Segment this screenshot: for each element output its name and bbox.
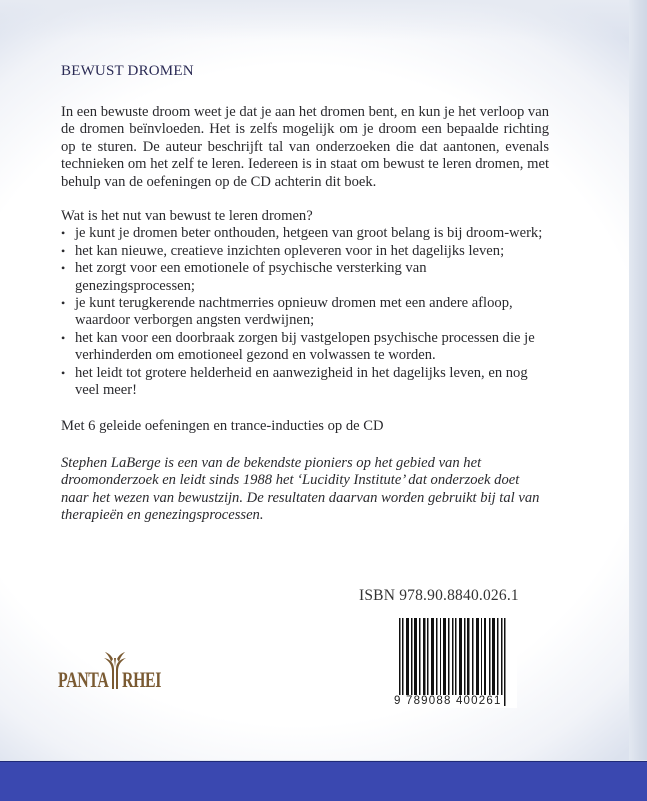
benefit-text: het zorgt voor een emotionele of psychische versterking van genezingsprocessen; <box>75 260 427 294</box>
bullet-icon: • <box>61 226 66 241</box>
benefit-text: het kan voor een doorbraak zorgen bij vastgelopen psychische processen die je verhinderden om emotioneel gezond en volwassen te worden. <box>75 329 535 364</box>
bullet-icon: • <box>61 330 66 345</box>
book-title: BEWUST DROMEN <box>61 63 194 79</box>
benefit-text: je kunt terugkerende nachtmerries opnieuw dromen met een andere afloop, waardoor verborgen angsten verdwijnen; <box>75 295 513 329</box>
list-item <box>61 365 549 400</box>
bullet-icon: • <box>61 243 66 258</box>
list-item <box>61 225 549 242</box>
list-item <box>61 260 549 295</box>
benefit-text: het kan nieuwe, creatieve inzichten opleveren voor in het dagelijks leven; <box>75 242 505 259</box>
bullet-icon: • <box>61 261 66 276</box>
bullet-icon: • <box>61 365 66 380</box>
list-item <box>61 243 549 260</box>
list-item <box>61 295 549 330</box>
top-shading <box>0 0 647 40</box>
publisher-name-left: PANTA <box>58 667 109 692</box>
back-cover-text <box>61 62 549 525</box>
cd-note: Met 6 geleide oefeningen en trance-inducties op de CD <box>61 417 384 434</box>
bullet-icon: • <box>61 296 66 311</box>
benefit-text: je kunt je dromen beter onthouden, hetgeen van groot belang is bij droom-werk; <box>75 225 543 242</box>
benefits-question: Wat is het nut van bewust te leren dromen? <box>61 208 313 225</box>
list-item <box>61 330 549 365</box>
publisher-name-right: RHEI <box>122 667 162 692</box>
spine-edge-shading <box>629 0 647 760</box>
benefits-list <box>61 225 549 399</box>
isbn-number: ISBN 978.90.8840.026.1 <box>359 587 519 604</box>
barcode-digits: 9 789088 400261 <box>394 695 502 707</box>
bottom-color-band <box>0 761 647 801</box>
intro-paragraph: In een bewuste droom weet je dat je aan het dromen bent, en kun je het verloop van de dromen beïnvloeden. Het is zelfs mogelijk om je droom een bepaalde richting op te sturen. De auteur beschrijft tal van onderzoeken die dat aantonen, evenals technieken om het zelf te leren. Iedereen is in staat om bewust te leren dromen, met behulp van de oefeningen op de CD achterin dit boek. <box>61 104 549 190</box>
author-bio: Stephen LaBerge is een van de bekendste pioniers op het gebied van het droomonderzoek en leidt sinds 1988 het ‘Lucidity Institute’ dat onderzoek doet naar het wezen van bewustzijn. De resultaten daarvan worden gebruikt bij tal van therapieën en genezingsprocessen. <box>61 454 540 524</box>
benefit-text: het leidt tot grotere helderheid en aanwezigheid in het dagelijks leven, en nog veel meer! <box>75 364 528 399</box>
publisher-logo <box>58 645 178 695</box>
